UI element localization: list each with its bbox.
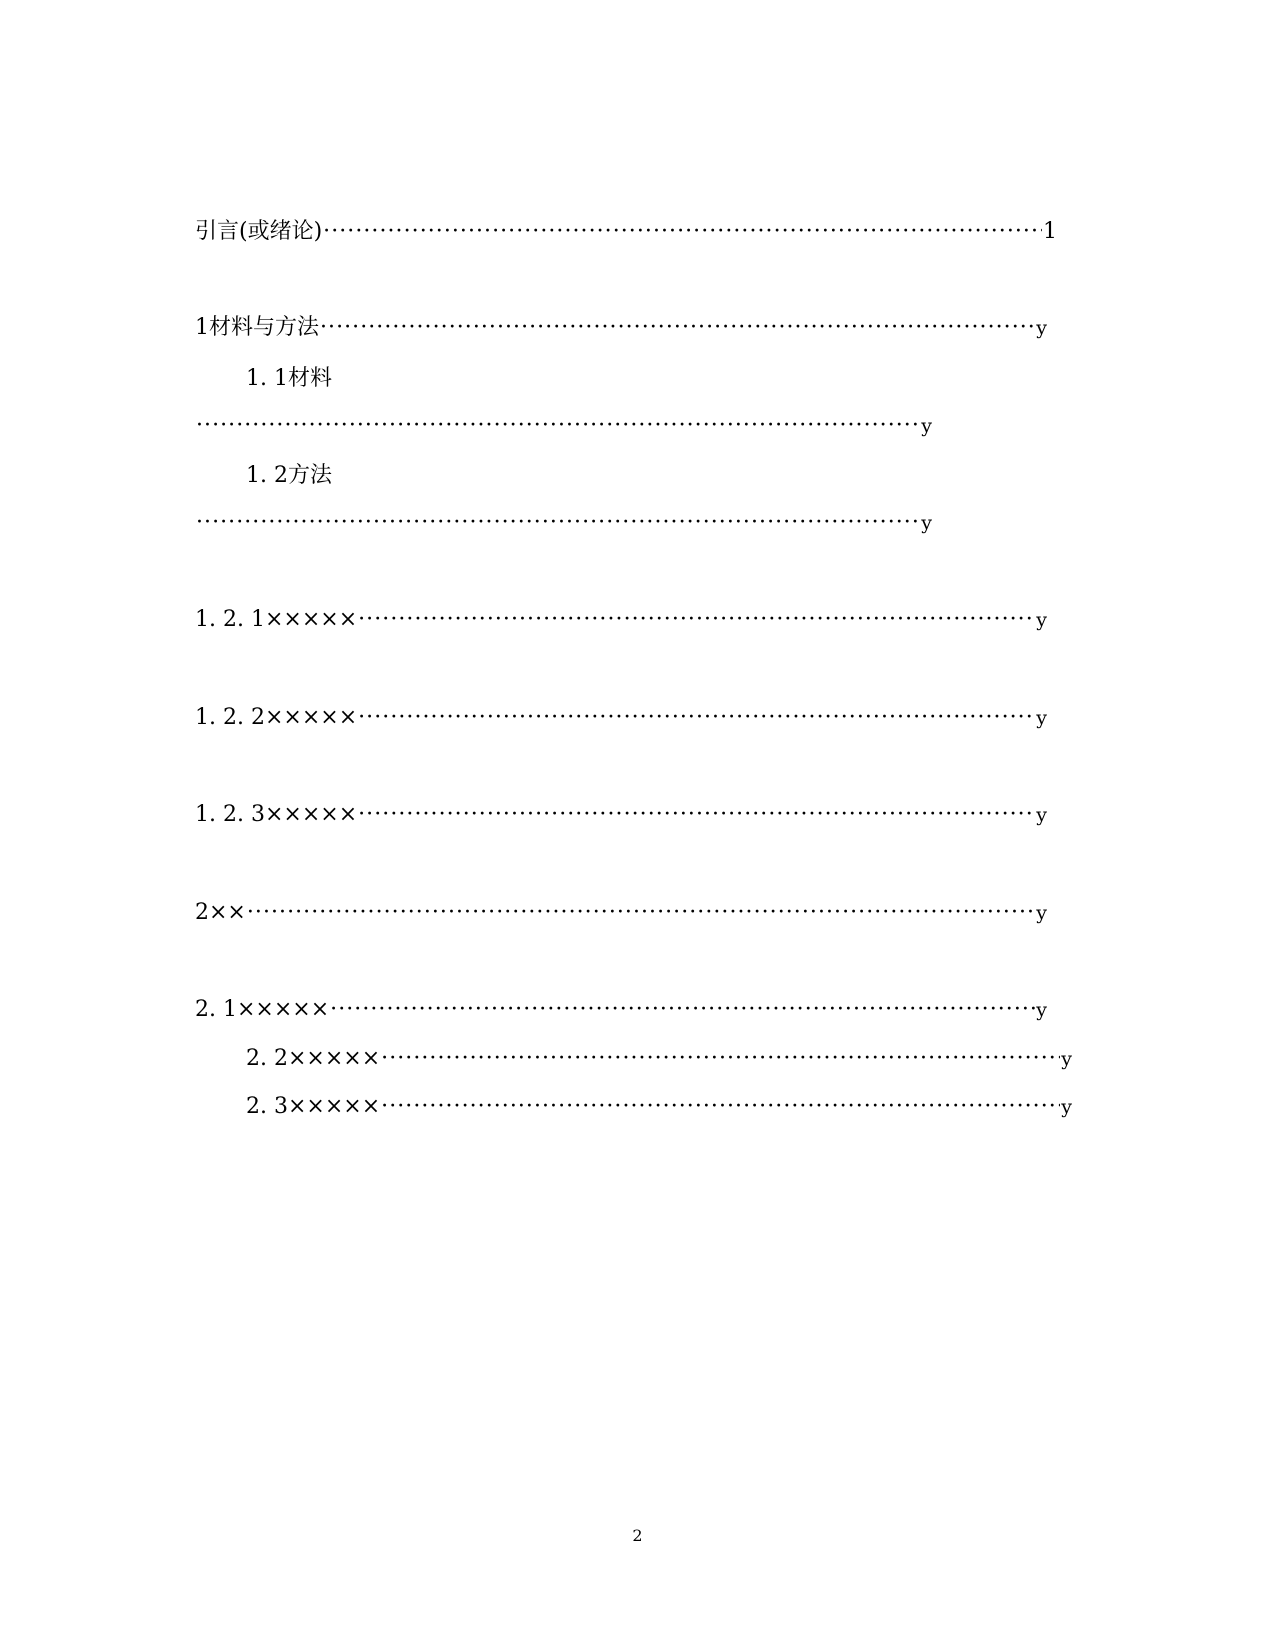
toc-entry-label: 1材料与方法 (195, 315, 319, 340)
toc-entry-2-2[interactable] (246, 1044, 1072, 1074)
dot-leader (358, 605, 1035, 635)
toc-entry-2-3[interactable] (246, 1092, 1072, 1122)
toc-entry-label: 1. 2. 3××××× (195, 802, 358, 827)
toc-entry-1-2-leader[interactable] (195, 508, 932, 538)
toc-entry-label: 2. 1××××× (195, 997, 330, 1022)
toc-entry-1-1-leader[interactable] (195, 411, 932, 441)
toc-entry-section-2[interactable] (195, 898, 1047, 928)
toc-entry-label: 1. 2. 1××××× (195, 607, 358, 632)
toc-page-number: y (1061, 1096, 1072, 1118)
dot-leader (381, 1092, 1060, 1122)
dot-leader (358, 800, 1035, 830)
dot-leader (330, 995, 1035, 1025)
dot-leader (320, 313, 1035, 343)
toc-entry-label[interactable]: 1. 1材料 (246, 366, 332, 391)
toc-page-number: y (1061, 1048, 1072, 1070)
toc-entry-1-2-2[interactable] (195, 703, 1047, 733)
dot-leader (323, 217, 1042, 247)
dot-leader (358, 703, 1035, 733)
toc-entry-label: 2×× (195, 900, 246, 925)
dot-leader (196, 508, 920, 538)
toc-entry-label[interactable]: 1. 2方法 (246, 463, 332, 488)
toc-entry-label: 2. 2××××× (246, 1046, 381, 1071)
toc-entry-2-1[interactable] (195, 995, 1047, 1025)
dot-leader (247, 898, 1035, 928)
toc-page-number: y (921, 415, 932, 437)
toc-page-number: 1 (1043, 219, 1057, 244)
toc-page-number: y (921, 512, 932, 534)
toc-entry-intro[interactable] (195, 217, 1057, 247)
toc-page-number: y (1036, 902, 1047, 924)
page-number-footer: 2 (632, 1526, 643, 1545)
toc-page-number: y (1036, 609, 1047, 631)
toc-entry-1-2-1[interactable] (195, 605, 1047, 635)
toc-entry-1-2-3[interactable] (195, 800, 1047, 830)
toc-page-number: y (1036, 707, 1047, 729)
toc-entry-label: 1. 2. 2××××× (195, 705, 358, 730)
dot-leader (381, 1044, 1060, 1074)
toc-entry-label: 引言(或绪论) (195, 219, 323, 244)
toc-entry-label: 2. 3××××× (246, 1094, 381, 1119)
toc-page-number: y (1036, 999, 1047, 1021)
toc-page-number: y (1036, 317, 1047, 339)
toc-entry-section-1[interactable] (195, 313, 1047, 343)
dot-leader (196, 411, 920, 441)
toc-page-number: y (1036, 804, 1047, 826)
